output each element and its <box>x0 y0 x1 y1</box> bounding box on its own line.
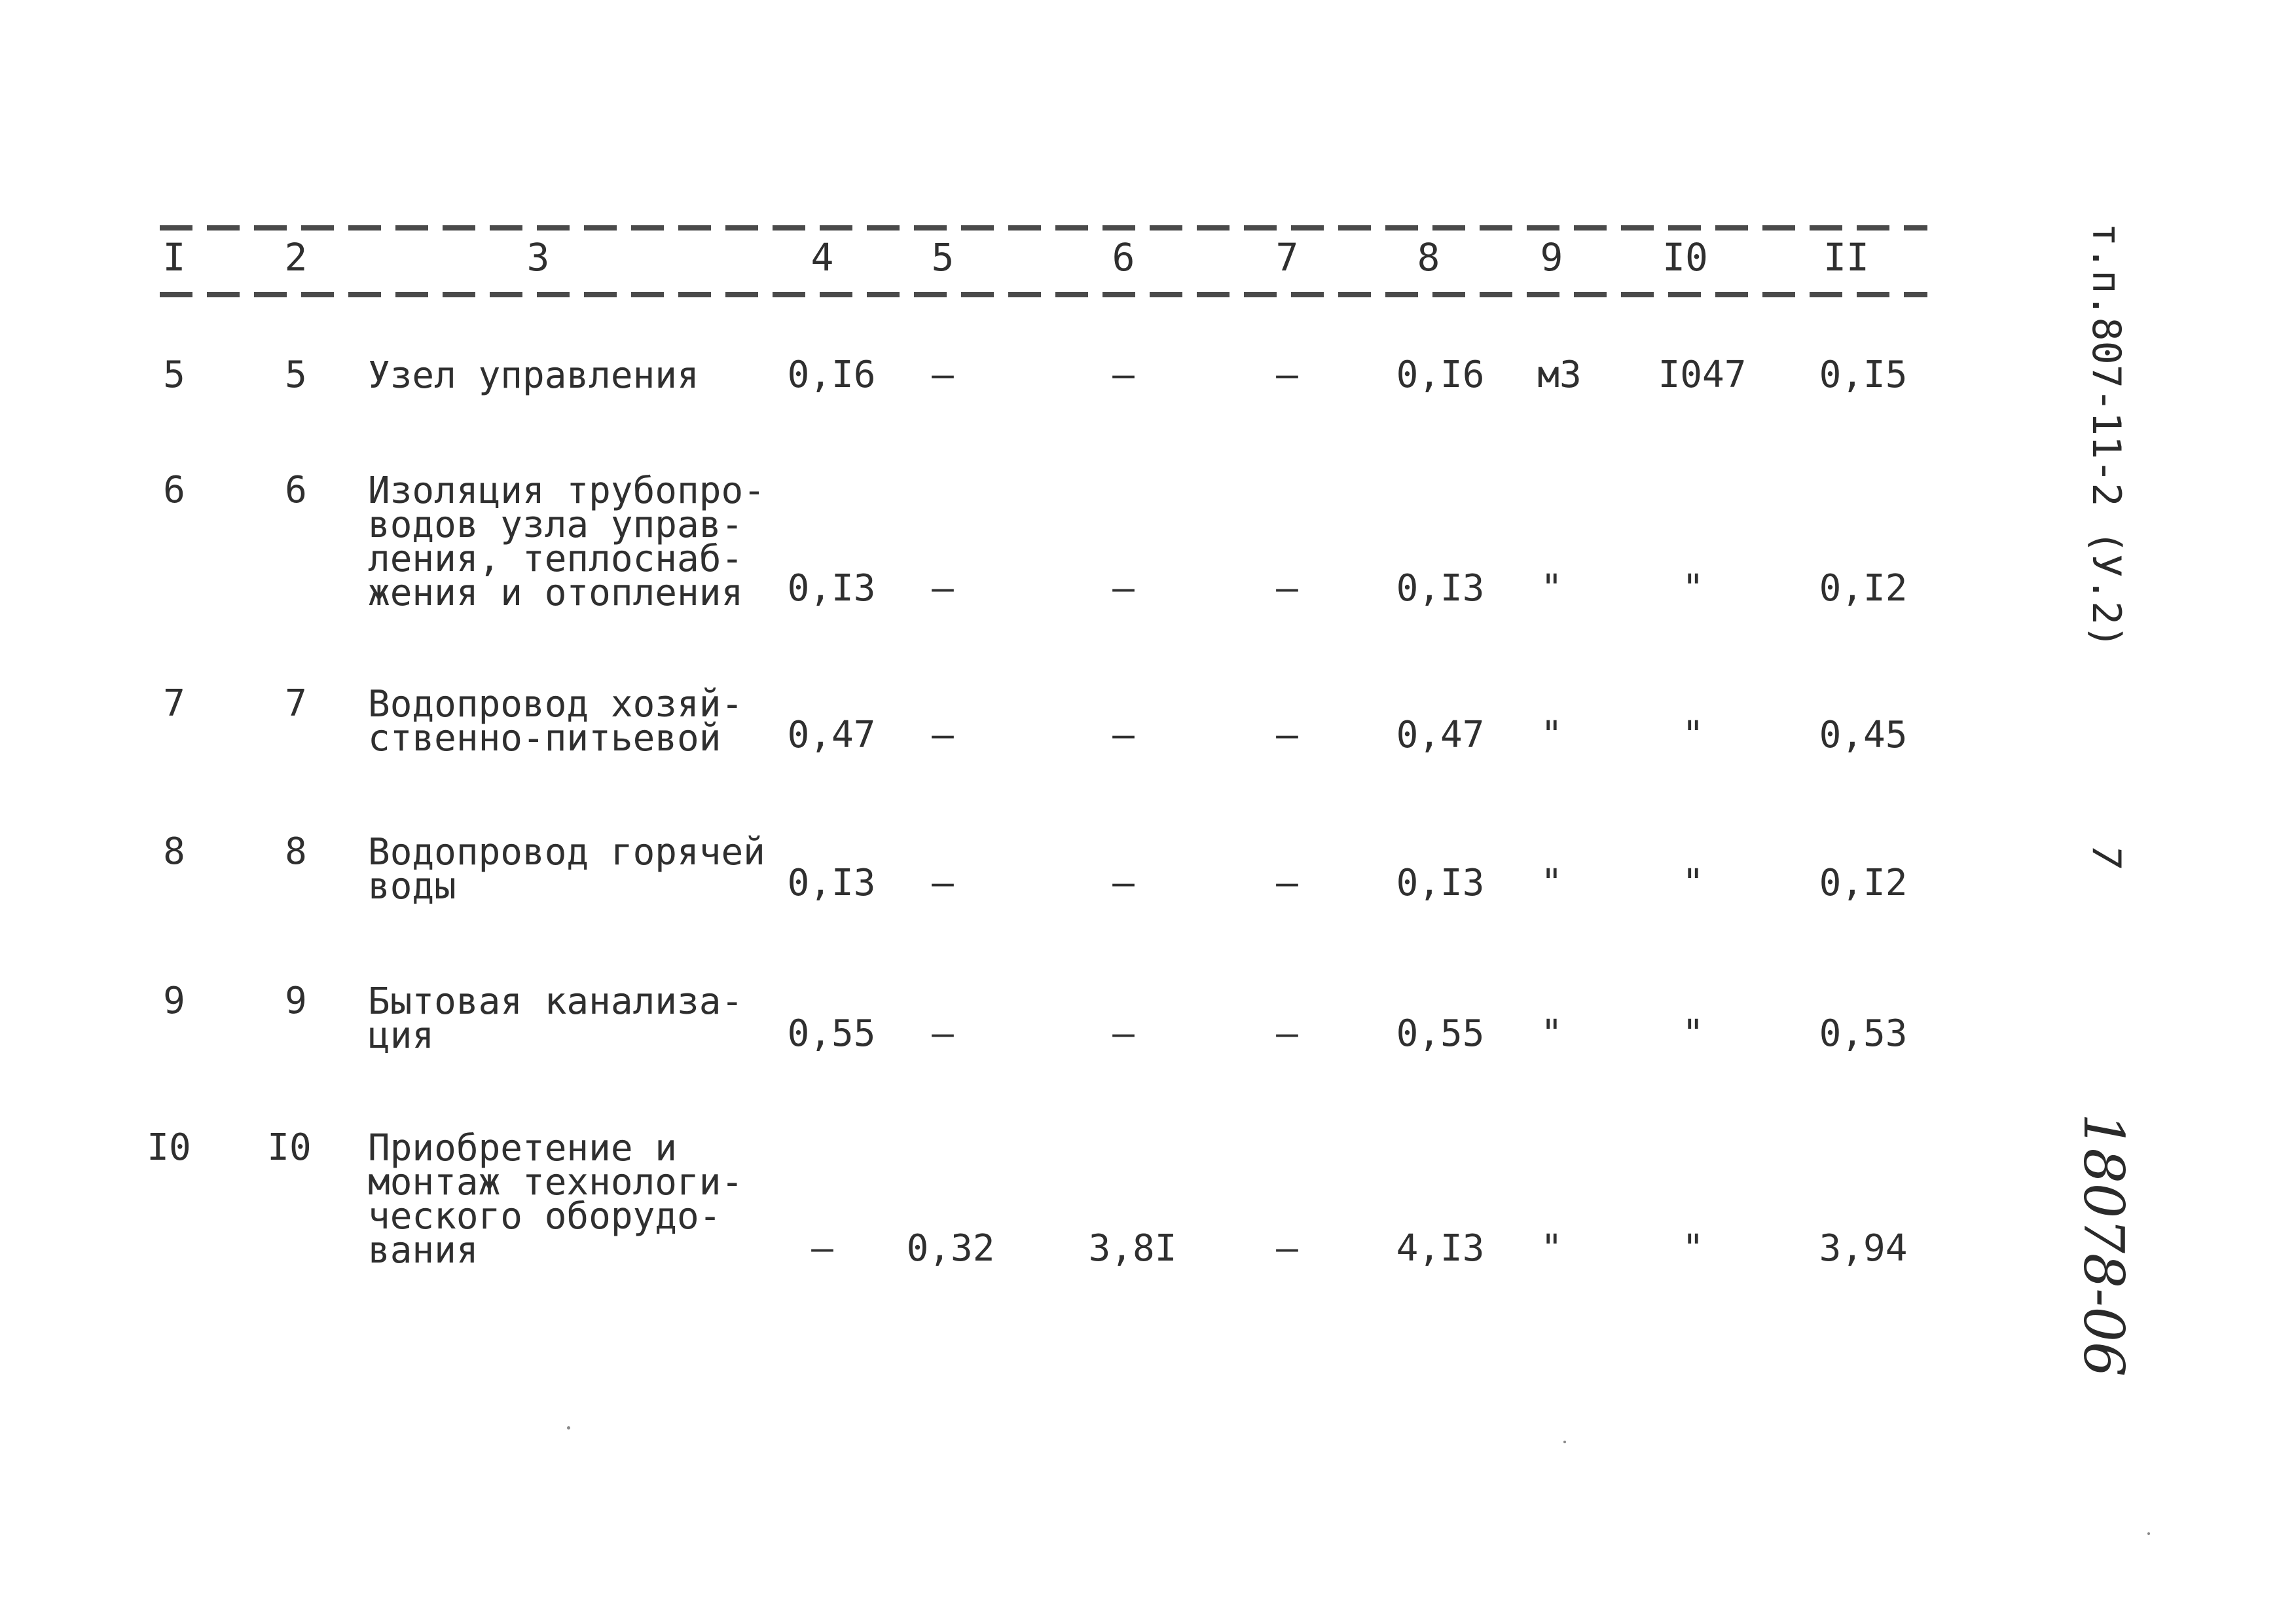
row-code: 7 <box>285 682 307 725</box>
cell-col-5: – <box>932 862 954 904</box>
cell-col-10: " <box>1682 862 1704 904</box>
row-description: Водопровод горячей воды <box>368 831 765 908</box>
cell-col-4: 0,55 <box>787 1012 876 1055</box>
cell-col-9: " <box>1540 567 1563 610</box>
col-header-9: 9 <box>1540 235 1563 280</box>
cell-col-5: – <box>932 1012 954 1055</box>
row-description: Бытовая канализа- ция <box>368 980 744 1057</box>
cell-col-9: " <box>1540 1227 1563 1270</box>
cell-col-5: – <box>932 567 954 610</box>
row-index: 5 <box>163 354 185 396</box>
cell-col-11: 0,53 <box>1819 1012 1908 1055</box>
archive-number: 18078-06 <box>2071 1113 2136 1377</box>
cell-col-7: – <box>1276 714 1298 756</box>
cell-col-11: 0,I2 <box>1819 567 1908 610</box>
cell-col-8: 4,I3 <box>1396 1227 1485 1270</box>
row-code: 8 <box>285 830 307 873</box>
scan-speck <box>1563 1441 1566 1443</box>
row-index: 8 <box>163 830 185 873</box>
cell-col-8: 0,I6 <box>1396 354 1485 396</box>
col-header-3: 3 <box>526 235 550 280</box>
scan-speck <box>2147 1532 2150 1535</box>
cell-col-5: – <box>932 714 954 756</box>
cell-col-6: – <box>1112 1012 1135 1055</box>
scan-speck <box>567 1426 570 1430</box>
cell-col-8: 0,55 <box>1396 1012 1485 1055</box>
row-code: 9 <box>285 980 307 1022</box>
col-header-4: 4 <box>811 235 834 280</box>
col-header-5: 5 <box>931 235 955 280</box>
cell-col-4: 0,47 <box>787 714 876 756</box>
cell-col-8: 0,I3 <box>1396 567 1485 610</box>
cell-col-7: – <box>1276 1227 1298 1270</box>
cell-col-5: – <box>932 354 954 396</box>
cell-col-10: " <box>1682 1227 1704 1270</box>
cell-col-7: – <box>1276 354 1298 396</box>
row-code: I0 <box>267 1126 312 1169</box>
row-description: Приобретение и монтаж технологи- ческого оборудо- вания <box>368 1127 744 1272</box>
row-code: 6 <box>285 469 307 511</box>
header-bottom-rule <box>160 292 1927 297</box>
cell-col-4: 0,I6 <box>787 354 876 396</box>
page-number: 7 <box>2083 845 2129 869</box>
header-top-rule <box>160 225 1927 231</box>
cell-col-11: 0,I5 <box>1819 354 1908 396</box>
cell-col-11: 3,94 <box>1819 1227 1908 1270</box>
cell-col-7: – <box>1276 567 1298 610</box>
cell-col-9: " <box>1540 1012 1563 1055</box>
row-code: 5 <box>285 354 307 396</box>
cell-col-4: 0,I3 <box>787 567 876 610</box>
cell-col-10: " <box>1682 714 1704 756</box>
cell-col-8: 0,47 <box>1396 714 1485 756</box>
col-header-8: 8 <box>1417 235 1440 280</box>
cell-col-7: – <box>1276 1012 1298 1055</box>
row-index: 9 <box>163 980 185 1022</box>
cell-col-10: " <box>1682 1012 1704 1055</box>
document-code: т.п.807-11-2 (У.2) <box>2083 223 2129 649</box>
cell-col-9: м3 <box>1537 354 1582 396</box>
col-header-10: I0 <box>1662 235 1708 280</box>
cell-col-6: – <box>1112 567 1135 610</box>
cell-col-6: 3,8I <box>1088 1227 1177 1270</box>
row-index: 6 <box>163 469 185 511</box>
cell-col-6: – <box>1112 714 1135 756</box>
col-header-1: I <box>162 235 186 280</box>
cell-col-6: – <box>1112 354 1135 396</box>
row-description: Узел управления <box>368 354 699 397</box>
cell-col-9: " <box>1540 862 1563 904</box>
cell-col-9: " <box>1540 714 1563 756</box>
col-header-11: II <box>1823 235 1869 280</box>
col-header-2: 2 <box>284 235 308 280</box>
row-index: I0 <box>147 1126 191 1169</box>
cell-col-5: 0,32 <box>906 1227 995 1270</box>
row-description: Изоляция трубопро- водов узла управ- ления, теплоснаб- жения и отопления <box>368 470 765 614</box>
cell-col-10: I047 <box>1658 354 1747 396</box>
cell-col-8: 0,I3 <box>1396 862 1485 904</box>
cell-col-11: 0,I2 <box>1819 862 1908 904</box>
row-description: Водопровод хозяй- ственно-питьевой <box>368 683 744 760</box>
cell-col-11: 0,45 <box>1819 714 1908 756</box>
cell-col-10: " <box>1682 567 1704 610</box>
cell-col-7: – <box>1276 862 1298 904</box>
cell-col-6: – <box>1112 862 1135 904</box>
col-header-7: 7 <box>1275 235 1299 280</box>
col-header-6: 6 <box>1112 235 1135 280</box>
cell-col-4: 0,I3 <box>787 862 876 904</box>
row-index: 7 <box>163 682 185 725</box>
cell-col-4: – <box>811 1227 833 1270</box>
